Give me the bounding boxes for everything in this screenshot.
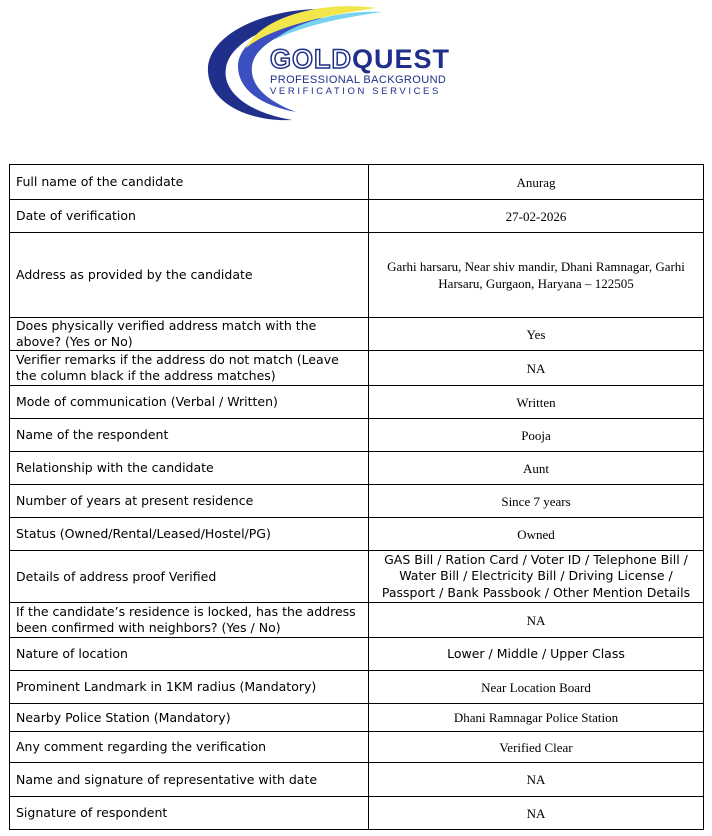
row-value: Written: [369, 386, 704, 419]
table-row: [10, 351, 704, 386]
table-row: [10, 452, 704, 485]
logo-brand: [270, 44, 450, 74]
row-value: Owned: [369, 518, 704, 551]
table-row: [10, 419, 704, 452]
row-value: NA: [369, 797, 704, 830]
row-label: Nature of location: [10, 638, 369, 671]
row-value: Yes: [369, 318, 704, 351]
table-row: [10, 518, 704, 551]
row-value: NA: [369, 351, 704, 386]
table-row: [10, 671, 704, 704]
row-value: NA: [369, 603, 704, 638]
table-row: [10, 165, 704, 200]
row-value: Since 7 years: [369, 485, 704, 518]
logo-tagline-2: VERIFICATION SERVICES: [270, 86, 441, 97]
row-label: Details of address proof Verified: [10, 551, 369, 603]
row-label: Status (Owned/Rental/Leased/Hostel/PG): [10, 518, 369, 551]
logo-tagline-1: PROFESSIONAL BACKGROUND: [270, 74, 447, 86]
row-value: Dhani Ramnagar Police Station: [369, 704, 704, 732]
table-row: [10, 551, 704, 603]
row-label: Nearby Police Station (Mandatory): [10, 704, 369, 732]
row-label: Name and signature of representative with date: [10, 763, 369, 797]
row-label: Relationship with the candidate: [10, 452, 369, 485]
table-row: [10, 638, 704, 671]
table-row: [10, 200, 704, 233]
row-value: Near Location Board: [369, 671, 704, 704]
logo-brand-quest: QUEST: [352, 44, 451, 74]
row-label: Name of the respondent: [10, 419, 369, 452]
row-label: Full name of the candidate: [10, 165, 369, 200]
table-row: [10, 797, 704, 830]
row-label: Mode of communication (Verbal / Written): [10, 386, 369, 419]
table-row: [10, 318, 704, 351]
goldquest-logo: [200, 4, 520, 124]
row-value: Garhi harsaru, Near shiv mandir, Dhani Ramnagar, Garhi Harsaru, Gurgaon, Haryana – 122505: [369, 233, 704, 318]
table-row: [10, 603, 704, 638]
row-value: Lower / Middle / Upper Class: [369, 638, 704, 671]
logo-brand-gold: GOLD: [270, 44, 352, 74]
table-row: [10, 732, 704, 763]
row-label: Any comment regarding the verification: [10, 732, 369, 763]
row-label: Prominent Landmark in 1KM radius (Mandatory): [10, 671, 369, 704]
row-label: Address as provided by the candidate: [10, 233, 369, 318]
table-row: [10, 485, 704, 518]
row-value: GAS Bill / Ration Card / Voter ID / Telephone Bill / Water Bill / Electricity Bill / Driving License / Passport / Bank Passbook / Other Mention Details: [369, 551, 704, 603]
logo-text: [270, 44, 450, 98]
row-value: 27-02-2026: [369, 200, 704, 233]
row-value: NA: [369, 763, 704, 797]
row-label: Signature of respondent: [10, 797, 369, 830]
verification-table: [9, 164, 704, 830]
row-label: Date of verification: [10, 200, 369, 233]
row-value: Anurag: [369, 165, 704, 200]
table-row: [10, 704, 704, 732]
row-label: Does physically verified address match with the above? (Yes or No): [10, 318, 369, 351]
row-label: If the candidate’s residence is locked, has the address been confirmed with neighbors? (Yes / No): [10, 603, 369, 638]
table-row: [10, 763, 704, 797]
row-value: Verified Clear: [369, 732, 704, 763]
row-label: Verifier remarks if the address do not match (Leave the column black if the address matches): [10, 351, 369, 386]
row-value: Aunt: [369, 452, 704, 485]
row-label: Number of years at present residence: [10, 485, 369, 518]
row-value: Pooja: [369, 419, 704, 452]
table-row: [10, 386, 704, 419]
table-row: [10, 233, 704, 318]
